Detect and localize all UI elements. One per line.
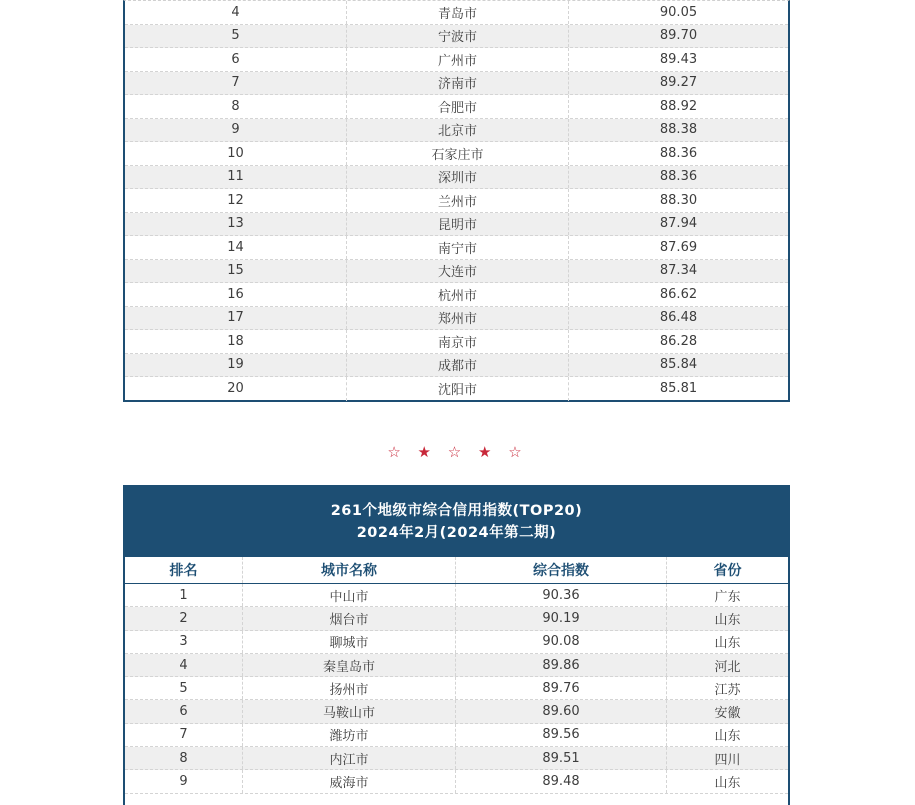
table-row bbox=[125, 677, 788, 700]
city-cell: 扬州市 bbox=[243, 677, 456, 699]
table-row bbox=[125, 166, 788, 190]
score-cell: 87.34 bbox=[659, 263, 698, 279]
score-cell: 89.76 bbox=[456, 677, 667, 699]
rank-cell: 2 bbox=[125, 607, 243, 629]
table-row bbox=[125, 354, 788, 378]
city-cell: 昆明市 bbox=[347, 213, 569, 236]
star-divider: ☆ ★ ☆ ★ ☆ bbox=[387, 443, 528, 461]
city-cell: 石家庄市 bbox=[347, 142, 569, 165]
table-row bbox=[125, 283, 788, 307]
city-cell: 青岛市 bbox=[347, 1, 569, 24]
city-cell: 南宁市 bbox=[347, 236, 569, 259]
table-row bbox=[125, 25, 788, 49]
score-cell: 89.51 bbox=[456, 747, 667, 769]
city-cell: 郑州市 bbox=[347, 307, 569, 330]
rank-cell: 14 bbox=[125, 236, 347, 259]
score-cell: 89.48 bbox=[456, 770, 667, 792]
city-cell: 南京市 bbox=[347, 330, 569, 353]
city-cell: 合肥市 bbox=[347, 95, 569, 118]
score-cell: 89.60 bbox=[456, 700, 667, 722]
score-cell: 89.86 bbox=[456, 654, 667, 676]
score-cell: 89.27 bbox=[659, 75, 698, 91]
table-body bbox=[125, 584, 788, 794]
city-cell: 内江市 bbox=[243, 747, 456, 769]
table-row bbox=[125, 48, 788, 72]
score-cell: 90.36 bbox=[456, 584, 667, 606]
rank-cell: 20 bbox=[125, 377, 347, 401]
rank-cell: 4 bbox=[125, 1, 347, 24]
city-cell: 马鞍山市 bbox=[243, 700, 456, 722]
table-row bbox=[125, 654, 788, 677]
city-cell: 宁波市 bbox=[347, 25, 569, 48]
rank-cell: 16 bbox=[125, 283, 347, 306]
province-cell: 四川 bbox=[714, 752, 741, 768]
city-cell: 大连市 bbox=[347, 260, 569, 283]
table-title-line1: 261个地级市综合信用指数(TOP20) bbox=[330, 503, 583, 519]
rank-cell: 9 bbox=[125, 770, 243, 792]
table-row bbox=[125, 72, 788, 96]
city-cell: 烟台市 bbox=[243, 607, 456, 629]
rank-cell: 18 bbox=[125, 330, 347, 353]
rank-cell: 7 bbox=[125, 724, 243, 746]
header-city: 城市名称 bbox=[243, 557, 456, 583]
table-row bbox=[125, 607, 788, 630]
city-cell: 沈阳市 bbox=[347, 377, 569, 401]
table-row bbox=[125, 213, 788, 237]
rank-cell: 1 bbox=[125, 584, 243, 606]
rank-cell: 15 bbox=[125, 260, 347, 283]
rank-cell: 7 bbox=[125, 72, 347, 95]
table-title-line2: 2024年2月(2024年第二期) bbox=[356, 525, 557, 541]
rank-cell: 5 bbox=[125, 25, 347, 48]
score-cell: 89.43 bbox=[659, 51, 698, 67]
score-cell: 86.48 bbox=[659, 310, 698, 326]
city-cell: 潍坊市 bbox=[243, 724, 456, 746]
rank-cell: 8 bbox=[125, 747, 243, 769]
city-ranking-table-top bbox=[123, 0, 790, 402]
province-cell: 山东 bbox=[714, 729, 741, 745]
score-cell: 85.81 bbox=[659, 381, 698, 397]
province-cell: 安徽 bbox=[714, 706, 741, 722]
city-cell: 聊城市 bbox=[243, 631, 456, 653]
rank-cell: 5 bbox=[125, 677, 243, 699]
table-row bbox=[125, 330, 788, 354]
score-cell: 86.62 bbox=[659, 286, 698, 302]
rank-cell: 13 bbox=[125, 213, 347, 236]
score-cell: 88.38 bbox=[659, 122, 698, 138]
rank-cell: 12 bbox=[125, 189, 347, 212]
rank-cell: 3 bbox=[125, 631, 243, 653]
province-cell: 广东 bbox=[714, 589, 741, 605]
city-cell: 济南市 bbox=[347, 72, 569, 95]
table-row bbox=[125, 584, 788, 607]
table-row bbox=[125, 770, 788, 793]
rank-cell: 9 bbox=[125, 119, 347, 142]
rank-cell: 6 bbox=[125, 48, 347, 71]
rank-cell: 10 bbox=[125, 142, 347, 165]
table-row bbox=[125, 1, 788, 25]
city-cell: 广州市 bbox=[347, 48, 569, 71]
city-cell: 深圳市 bbox=[347, 166, 569, 189]
score-cell: 90.19 bbox=[456, 607, 667, 629]
score-cell: 89.70 bbox=[659, 28, 698, 44]
table-header-row bbox=[125, 557, 788, 584]
table-row bbox=[125, 307, 788, 331]
rank-cell: 4 bbox=[125, 654, 243, 676]
score-cell: 88.30 bbox=[659, 192, 698, 208]
province-cell: 山东 bbox=[714, 612, 741, 628]
score-cell: 86.28 bbox=[659, 333, 698, 349]
rank-cell: 6 bbox=[125, 700, 243, 722]
table-row bbox=[125, 377, 788, 401]
table-row bbox=[125, 747, 788, 770]
table-row bbox=[125, 142, 788, 166]
score-cell: 88.92 bbox=[659, 98, 698, 114]
prefecture-city-ranking-table bbox=[123, 485, 790, 805]
score-cell: 87.94 bbox=[659, 216, 698, 232]
province-cell: 河北 bbox=[714, 659, 741, 675]
header-province: 省份 bbox=[713, 563, 742, 579]
table-row bbox=[125, 95, 788, 119]
score-cell: 88.36 bbox=[659, 169, 698, 185]
city-cell: 兰州市 bbox=[347, 189, 569, 212]
province-cell: 江苏 bbox=[714, 682, 741, 698]
table-row bbox=[125, 700, 788, 723]
city-cell: 杭州市 bbox=[347, 283, 569, 306]
score-cell: 90.05 bbox=[659, 4, 698, 20]
rank-cell: 11 bbox=[125, 166, 347, 189]
score-cell: 89.56 bbox=[456, 724, 667, 746]
city-cell: 秦皇岛市 bbox=[243, 654, 456, 676]
table-row bbox=[125, 631, 788, 654]
rank-cell: 19 bbox=[125, 354, 347, 377]
score-cell: 85.84 bbox=[659, 357, 698, 373]
table-row bbox=[125, 260, 788, 284]
table-row bbox=[125, 189, 788, 213]
header-score: 综合指数 bbox=[456, 557, 667, 583]
table-row bbox=[125, 724, 788, 747]
province-cell: 山东 bbox=[714, 636, 741, 652]
province-cell: 山东 bbox=[714, 776, 741, 792]
score-cell: 87.69 bbox=[659, 239, 698, 255]
rank-cell: 17 bbox=[125, 307, 347, 330]
city-cell: 成都市 bbox=[347, 354, 569, 377]
header-rank: 排名 bbox=[125, 557, 243, 583]
table-row bbox=[125, 119, 788, 143]
city-cell: 威海市 bbox=[243, 770, 456, 792]
city-cell: 中山市 bbox=[243, 584, 456, 606]
table-title bbox=[125, 487, 788, 557]
score-cell: 88.36 bbox=[659, 145, 698, 161]
score-cell: 90.08 bbox=[456, 631, 667, 653]
rank-cell: 8 bbox=[125, 95, 347, 118]
table-row bbox=[125, 236, 788, 260]
city-cell: 北京市 bbox=[347, 119, 569, 142]
